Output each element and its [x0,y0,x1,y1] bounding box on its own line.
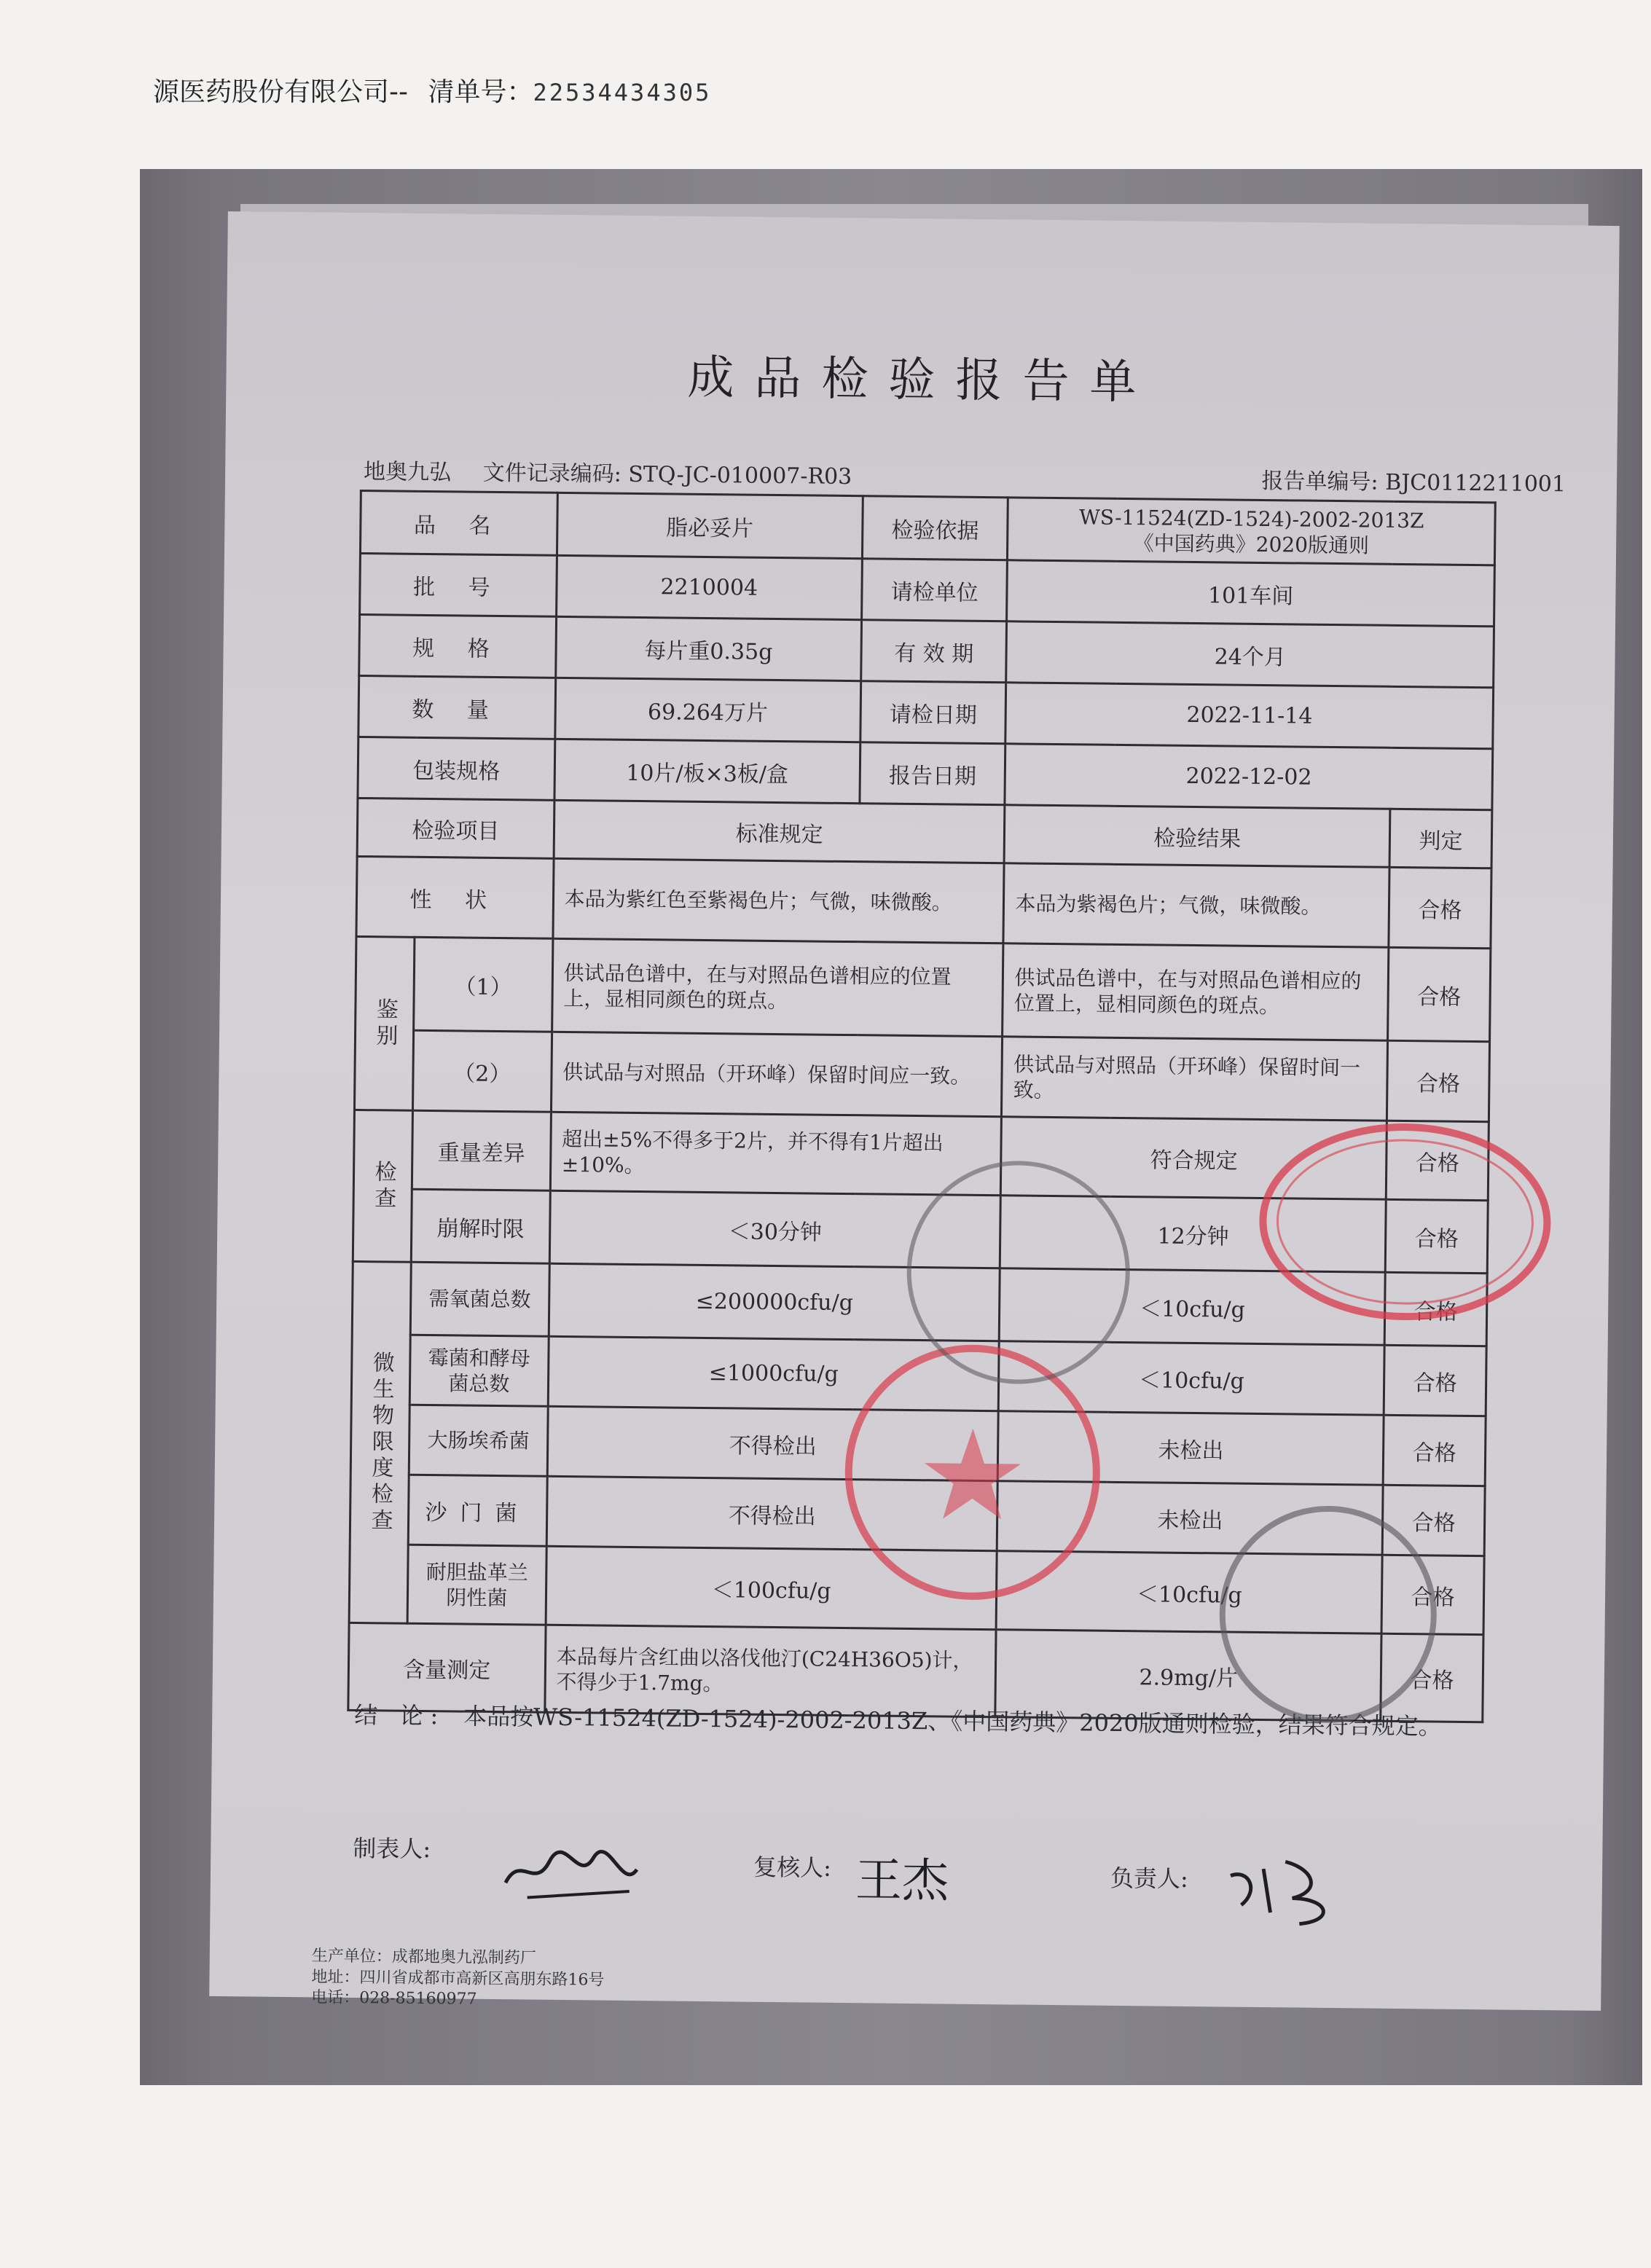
gray-stamp-2 [1196,1496,1460,1733]
row-name: 崩解时限 [411,1189,550,1263]
document-header-bar [153,71,711,115]
batch-label: 批 号 [360,553,557,616]
report-number: 报告单编号: BJC0112211001 [1261,468,1566,498]
row-name: 性 状 [356,856,554,938]
producer-address: 地址：四川省成都市高新区高朋东路16号 [311,1967,605,1990]
request-date-value: 2022-11-14 [1005,683,1493,749]
table-row [356,936,1491,1041]
row-standard: 供试品色谱中，在与对照品色谱相应的位置上，显相同颜色的斑点。 [552,938,1003,1036]
row-verdict: 合格 [1386,1121,1489,1200]
producer-footer [311,1946,605,2012]
manager-label: 负责人: [1110,1864,1188,1893]
row-standard: 供试品与对照品（开环峰）保留时间应一致。 [551,1032,1003,1116]
file-code: 文件记录编码: STQ-JC-010007-R03 [482,460,852,490]
maker-label: 制表人: [353,1834,431,1864]
conclusion-text: 本品按WS-11524(ZD-1524)-2002-2013Z、《中国药典》2020版通则检验，结果符合规定。 [463,1702,1442,1741]
row-name: 霉菌和酵母菌总数 [409,1335,549,1406]
row-result: 2.9mg/片 [995,1630,1381,1722]
row-verdict: 合格 [1383,1415,1486,1486]
row-result: ＜10cfu/g [999,1341,1385,1416]
row-name: 含量测定 [348,1622,546,1712]
row-standard: ＜30分钟 [549,1190,1001,1268]
batch-value: 2210004 [556,555,862,619]
request-date-label: 请检日期 [860,681,1006,744]
row-standard: 不得检出 [547,1406,999,1480]
row-result: 本品为紫褐色片；气微，味微酸。 [1003,863,1389,948]
row-standard: ≤200000cfu/g [549,1263,1000,1341]
row-standard: 超出±5%不得多于2片，并不得有1片超出±10%。 [550,1112,1002,1195]
manager-signature [1219,1846,1351,1928]
group-ident: 鉴别 [354,936,414,1110]
row-name: 大肠埃希菌 [409,1405,548,1476]
group-micro: 微生物限度检查 [349,1261,411,1623]
report-title: 成品检验报告单 [687,350,1157,410]
list-label: 清单号： [428,77,533,107]
row-verdict: 合格 [1381,1633,1483,1722]
qty-value: 69.264万片 [555,678,861,742]
info-row [358,737,1493,809]
product-name-label: 品 名 [360,490,557,555]
signature-section [345,1823,1482,1922]
spec-label: 规 格 [359,614,557,678]
maker-signature [498,1839,645,1906]
validity-label: 有 效 期 [861,620,1007,683]
header-result: 检验结果 [1005,805,1391,868]
row-result: ＜10cfu/g [1000,1268,1386,1346]
row-verdict: 合格 [1385,1199,1488,1273]
row-standard: 不得检出 [546,1476,998,1550]
row-verdict: 合格 [1389,867,1491,948]
product-name: 脂必妥片 [557,493,863,558]
info-row [360,490,1495,565]
header-item: 检验项目 [357,798,554,858]
row-name: （1） [414,937,553,1032]
row-standard: 本品为紫红色至紫褐色片；气微，味微酸。 [553,858,1005,943]
row-result: 符合规定 [1001,1117,1387,1200]
company-short: 地奥九弘 [363,459,452,486]
row-verdict: 合格 [1384,1345,1486,1416]
basis-line1: WS-11524(ZD-1524)-2002-2013Z [1078,504,1424,533]
row-result: ＜10cfu/g [997,1551,1383,1634]
row-name: （2） [412,1030,552,1112]
report-date-label: 报告日期 [860,742,1005,805]
report-date-value: 2022-12-02 [1005,744,1492,810]
row-verdict: 合格 [1381,1555,1484,1634]
row-name: 耐胆盐革兰阴性菌 [407,1545,546,1625]
conclusion-label: 结 论: [354,1700,446,1730]
producer-phone: 电话：028-85160977 [311,1988,477,2009]
requester-label: 请检单位 [861,559,1007,621]
requester-value: 101车间 [1007,560,1494,627]
row-standard: 本品每片含红曲以洛伐他汀(C24H36O5)计，不得少于1.7mg。 [545,1625,997,1716]
company-name: 源医药股份有限公司-- [153,77,408,107]
inspection-report-paper [209,211,1620,2011]
row-verdict: 合格 [1387,1040,1490,1121]
row-verdict: 合格 [1384,1272,1487,1346]
table-row [354,1029,1489,1121]
row-result: 未检出 [997,1481,1384,1555]
spec-value: 每片重0.35g [555,616,861,680]
producer-name: 生产单位：成都地奥九泓制药厂 [311,1947,536,1968]
pack-value: 10片/板×3板/盒 [554,739,860,803]
validity-value: 24个月 [1006,621,1494,688]
reviewer-signature: 王杰 [855,1853,949,1909]
row-result: 12分钟 [1000,1196,1387,1273]
group-check: 检查 [353,1110,412,1262]
basis-line2: 《中国药典》2020版通则 [1133,530,1370,557]
row-standard: ＜100cfu/g [546,1546,997,1629]
info-row [358,675,1494,748]
list-number: 22534434305 [533,79,712,106]
row-name: 需氧菌总数 [410,1262,549,1336]
info-row [360,553,1495,626]
basis-label: 检验依据 [862,496,1008,560]
table-row [356,856,1491,948]
row-standard: ≤1000cfu/g [548,1336,1000,1410]
row-verdict: 合格 [1388,947,1491,1041]
header-verdict: 判定 [1389,809,1492,868]
header-standard: 标准规定 [554,800,1005,863]
row-name: 重量差异 [412,1110,551,1190]
row-result: 未检出 [998,1411,1384,1486]
reviewer-label: 复核人: [753,1853,832,1882]
pack-label: 包装规格 [358,737,555,800]
row-verdict: 合格 [1382,1485,1485,1555]
row-result: 供试品色谱中，在与对照品色谱相应的位置上，显相同颜色的斑点。 [1003,943,1389,1041]
basis-value [1008,498,1495,565]
info-row [359,614,1494,687]
qty-label: 数 量 [358,675,556,739]
row-name: 沙门菌 [408,1475,547,1546]
row-result: 供试品与对照品（开环峰）保留时间一致。 [1002,1037,1388,1121]
gray-stamp-1 [886,1151,1150,1394]
